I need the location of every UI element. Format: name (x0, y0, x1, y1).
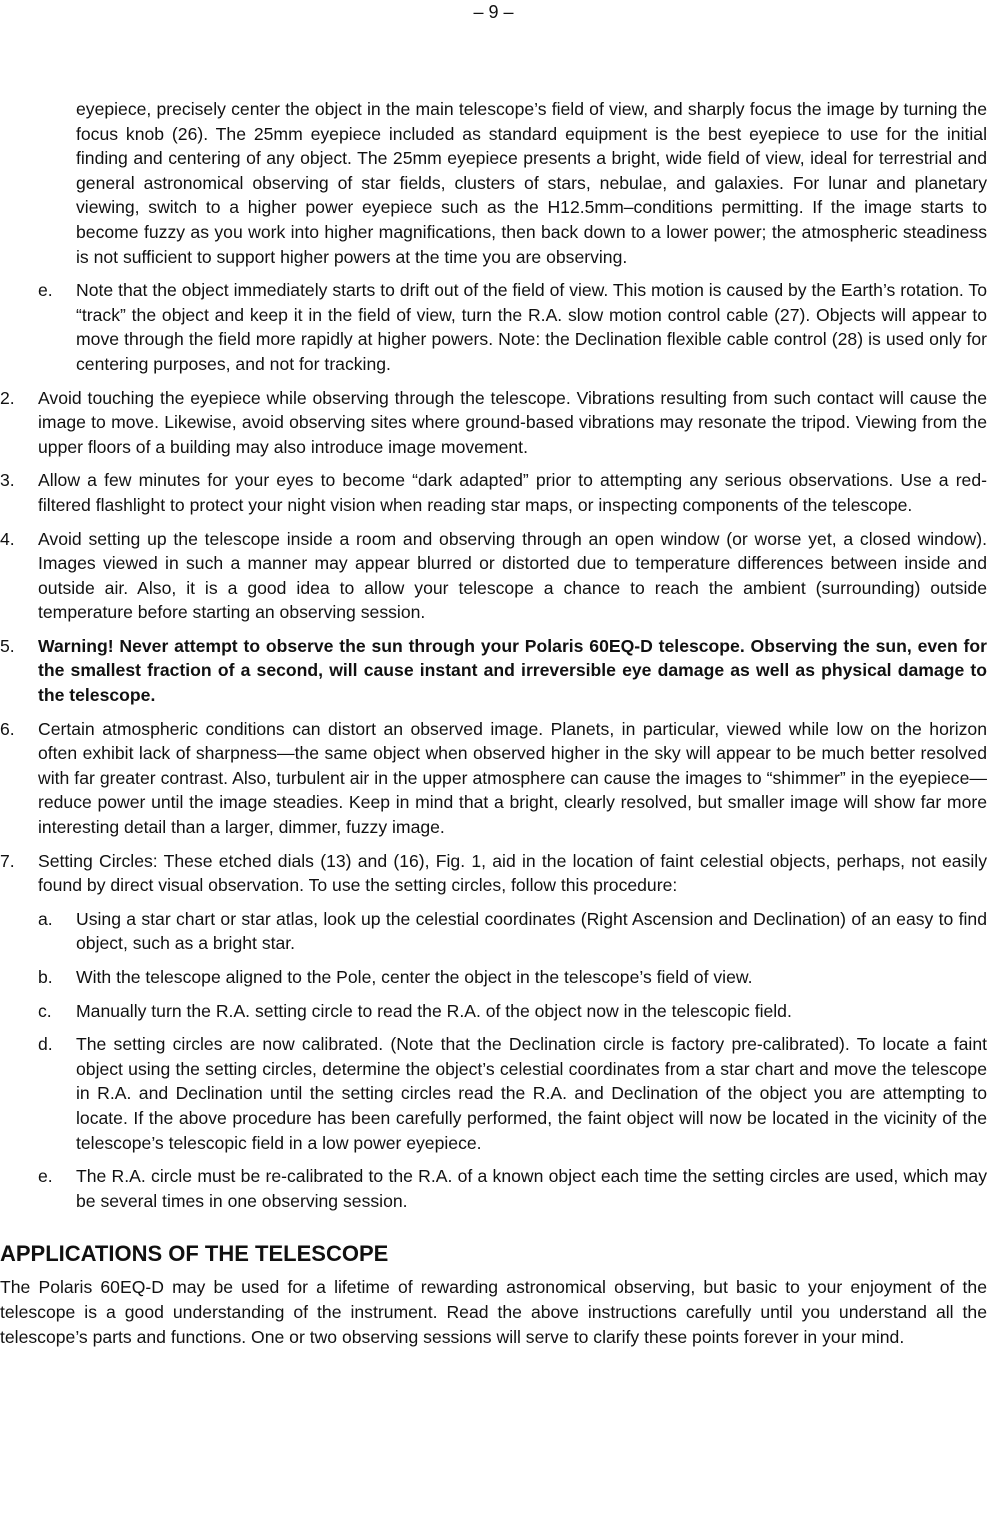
applications-paragraph: The Polaris 60EQ-D may be used for a lifetime of rewarding astronomical observing, but basic to your enjoyment of the telescope is a good understanding of the instrument. Read the above instructions carefully until you understand all the telescope’s parts and functions. One or two observing sessions will serve to clarify these points forever in your mind. (0, 1277, 987, 1347)
list-item-text: With the telescope aligned to the Pole, center the object in the telescope’s field of view. (76, 967, 753, 987)
list-marker: 7. (0, 850, 15, 871)
list-item-text: Avoid setting up the telescope inside a room and observing through an open window (or worse yet, a closed window). Images viewed in such a manner may appear blurred or distorted due to temperature differences between inside and outside air. Also, it is a good idea to allow your telescope a chance to reach the ambient (surrounding) outside temperature before starting an observing session. (38, 528, 987, 623)
list-marker: d. (38, 1034, 53, 1055)
list-marker: 6. (0, 718, 15, 739)
list-marker: 5. (0, 635, 15, 656)
list-item-4 (0, 527, 987, 625)
list-marker: c. (38, 1000, 52, 1021)
list-item-text: Certain atmospheric conditions can distort an observed image. Planets, in particular, viewed while low on the horizon often exhibit lack of sharpness—the same object when observed higher in the sky will appear to be much better resolved with far greater contrast. Also, turbulent air in the upper atmosphere can cause the images to “shimmer” in the eyepiece—reduce power until the image steadies. Keep in mind that a bright, clearly resolved, but smaller image will show far more interesting detail than a larger, dimmer, fuzzy image. (38, 718, 987, 838)
list-item-3 (0, 468, 987, 517)
section-heading: APPLICATIONS OF THE TELESCOPE (0, 1241, 389, 1267)
list-item-text: Using a star chart or star atlas, look up the celestial coordinates (Right Ascension and Declination) of an easy to find object, such as a bright star. (76, 908, 987, 954)
list-marker: 4. (0, 528, 15, 549)
list-item-text: Note that the object immediately starts to drift out of the field of view. This motion is caused by the Earth’s rotation. To “track” the object and keep it in the field of view, turn the R.A. slow motion control cable (27). Objects will appear to move through the field more rapidly at higher powers. Note: the Declination flexible cable control (28) is used only for centering purposes, and not for tracking. (76, 280, 987, 374)
page-content (0, 97, 987, 1349)
list-item-text: Avoid touching the eyepiece while observing through the telescope. Vibrations resulting from such contact will cause the image to move. Likewise, avoid observing sites where ground-based vibrations may resonate the tripod. Viewing from the upper floors of a building may also introduce image movement. (38, 387, 987, 457)
page-number: – 9 – (473, 2, 514, 22)
list-marker: 3. (0, 470, 15, 491)
list-item-text: Allow a few minutes for your eyes to become “dark adapted” prior to attempting any serious observations. Use a red-filtered flashlight to protect your night vision when reading star maps, or inspecting components of the telescope. (38, 470, 987, 515)
warning-text: Warning! Never attempt to observe the sun through your Polaris 60EQ-D telescope. Observing the sun, even for the smallest fraction of a second, will cause instant and irreversible eye damage as well as physical damage to the telescope. (38, 635, 987, 706)
list-item-6 (0, 717, 987, 840)
list-item-e-tracking (0, 278, 987, 376)
setting-circle-step-e (0, 1164, 987, 1213)
list-item-text: Setting Circles: These etched dials (13) and (16), Fig. 1, aid in the location of faint celestial objects, perhaps, not easily found by direct visual observation. To use the setting circles, follow this procedure: (38, 850, 987, 896)
list-marker: e. (38, 280, 53, 301)
list-marker: b. (38, 967, 53, 987)
setting-circle-step-b (0, 965, 987, 990)
list-marker: 2. (0, 387, 15, 408)
list-item-2 (0, 386, 987, 460)
setting-circle-step-a (0, 907, 987, 956)
list-marker: e. (38, 1166, 53, 1187)
list-item-5-warning (0, 634, 987, 708)
setting-circle-step-d (0, 1032, 987, 1155)
setting-circle-step-c (0, 999, 987, 1024)
list-item-text: Manually turn the R.A. setting circle to read the R.A. of the object now in the telescopic field. (76, 1000, 792, 1021)
list-marker: a. (38, 908, 53, 929)
continued-paragraph: eyepiece, precisely center the object in the main telescope’s field of view, and sharply focus the image by turning the focus knob (26). The 25mm eyepiece included as standard equipment is the best eyepiece to use for the initial finding and centering of any object. The 25mm eyepiece presents a bright, wide field of view, ideal for terrestrial and general astronomical observing of star fields, clusters of stars, nebulae, and galaxies. For lunar and planetary viewing, switch to a higher power eyepiece such as the H12.5mm–conditions permitting. If the image starts to become fuzzy as you work into higher magnifications, then back down to a lower power; the atmospheric steadiness is not sufficient to support higher powers at the time you are observing. (76, 99, 987, 267)
list-item-7 (0, 849, 987, 898)
list-item-text: The setting circles are now calibrated. (Note that the Declination circle is factory pre-calibrated). To locate a faint object using the setting circles, determine the object’s celestial coordinates from a star chart and move the telescope in R.A. and Declination until the setting circles read the R.A. and Declination of the object you are attempting to locate. If the above procedure has been carefully performed, the faint object will now be located in the vicinity of the telescope’s telescopic field in a low power eyepiece. (76, 1034, 987, 1153)
list-item-text: The R.A. circle must be re-calibrated to the R.A. of a known object each time the setting circles are used, which may be several times in one observing session. (76, 1166, 987, 1211)
